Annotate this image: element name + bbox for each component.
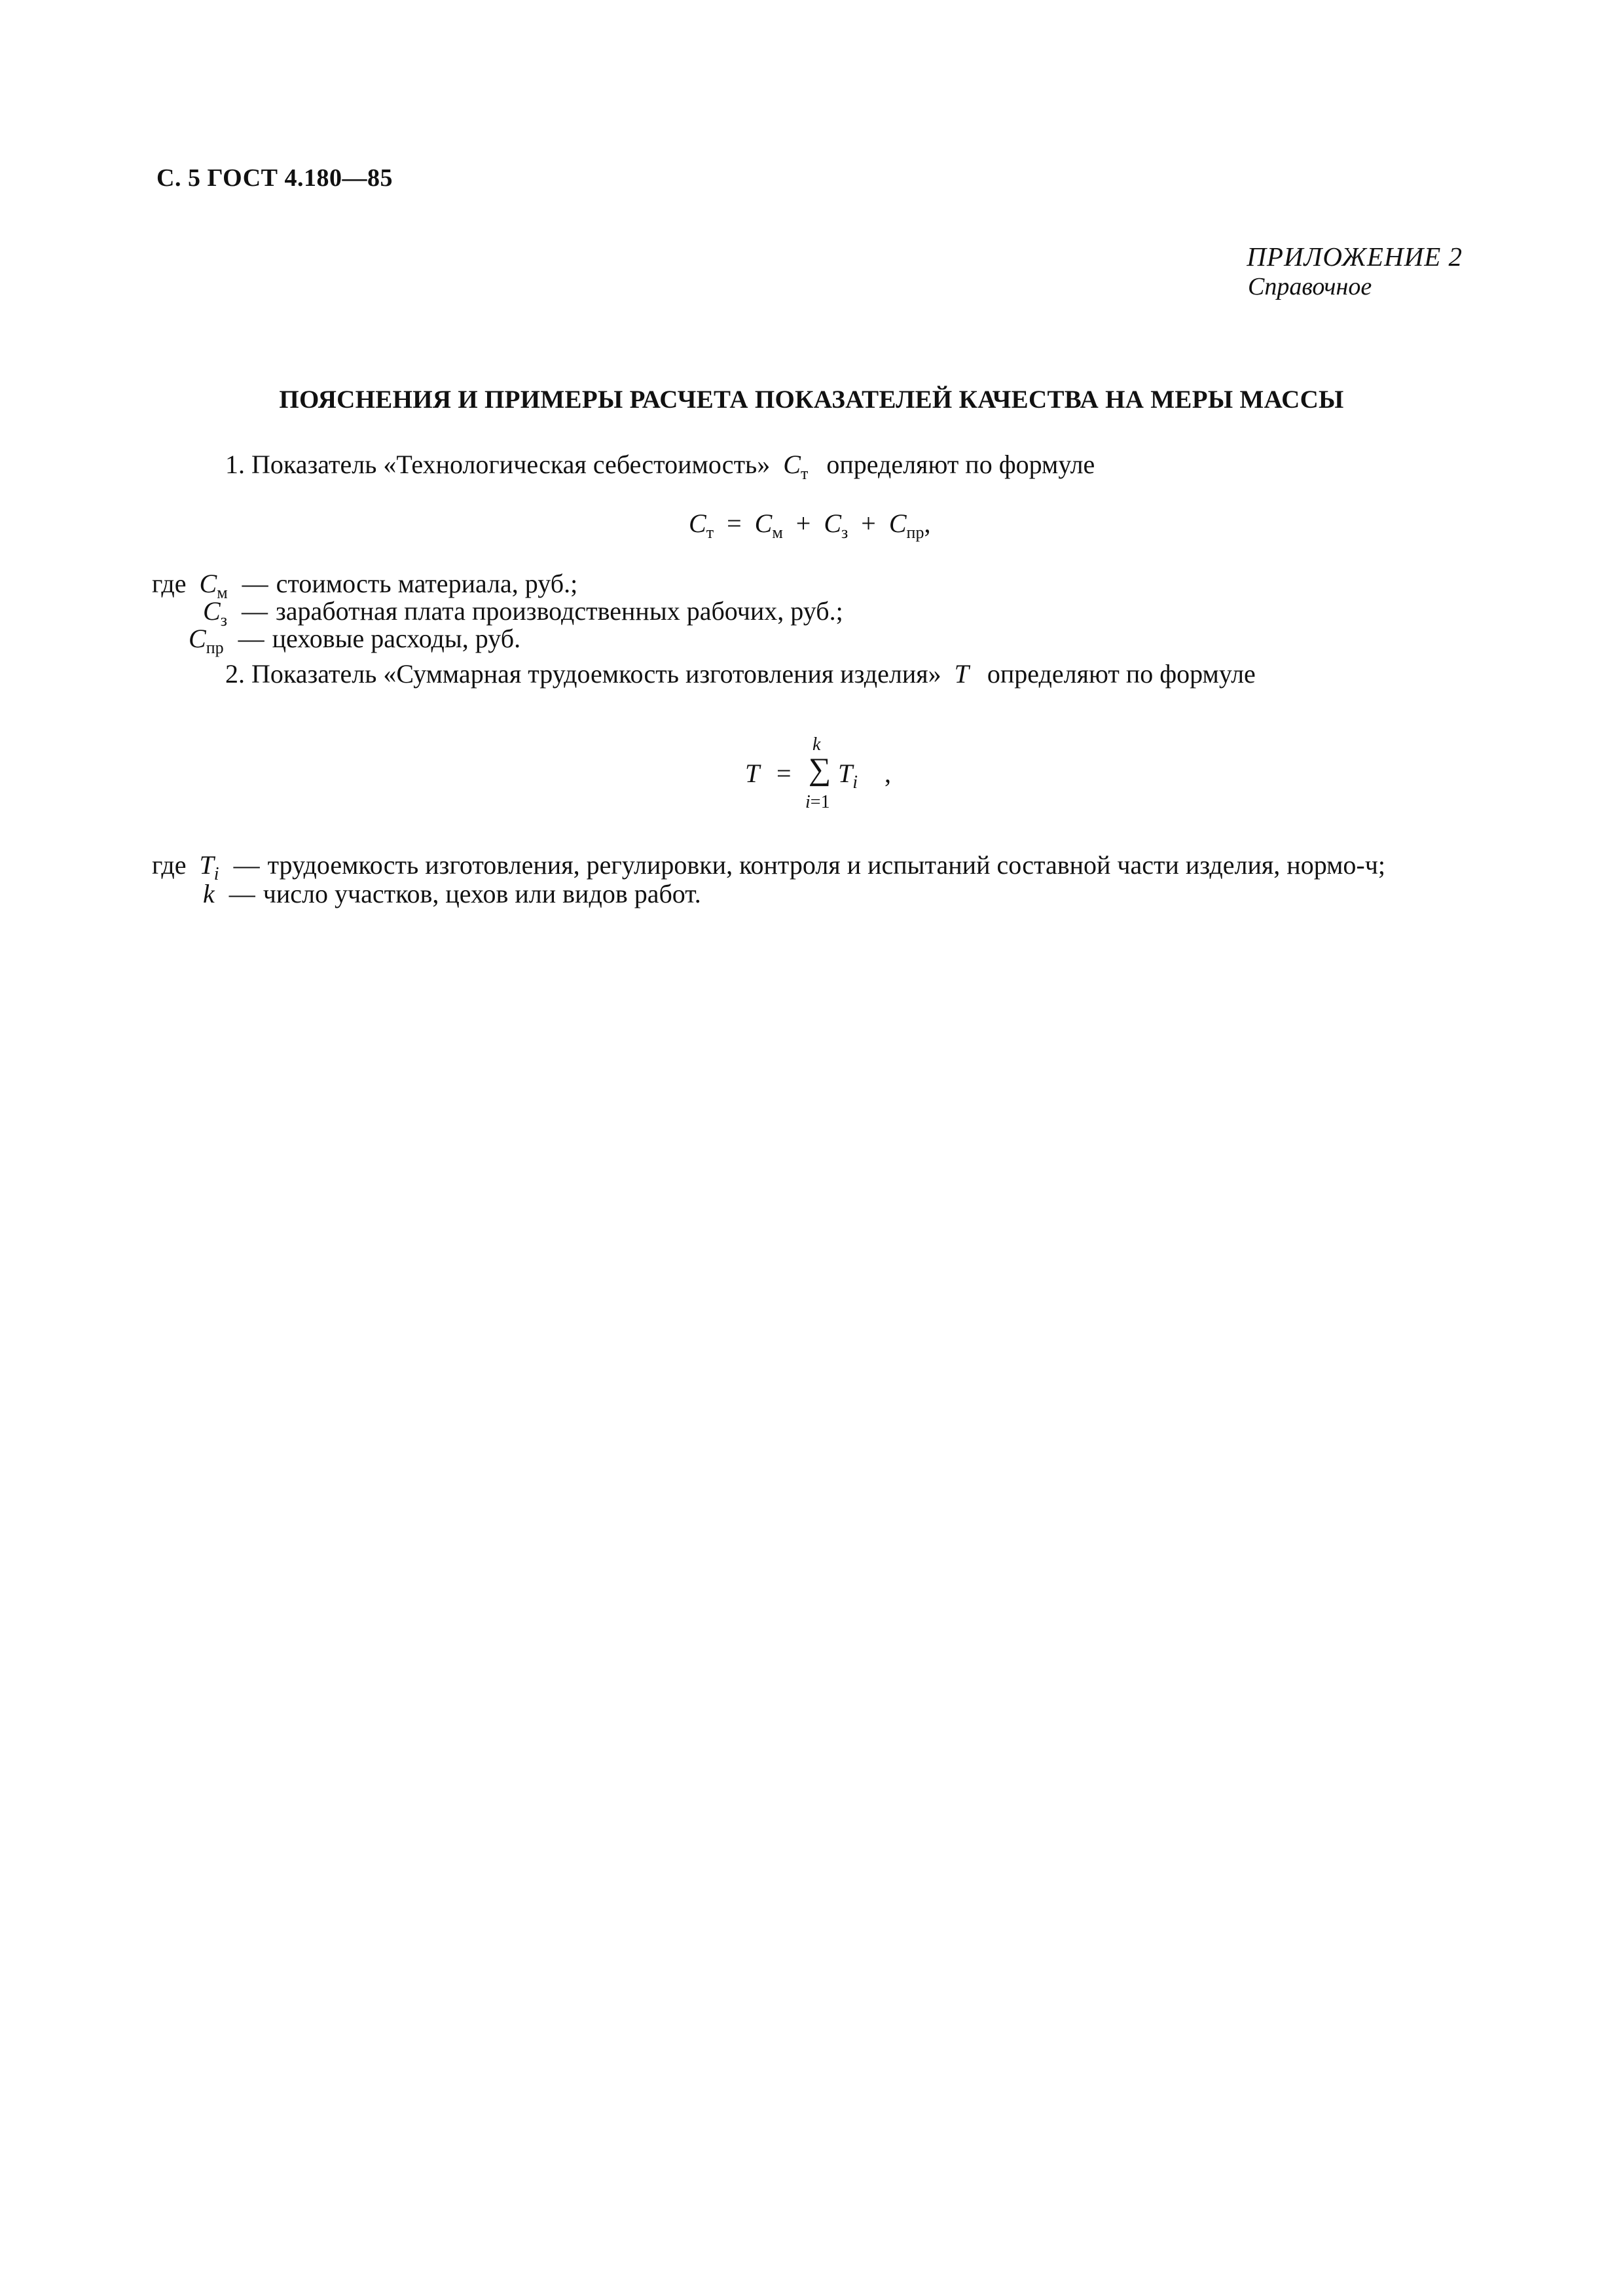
definition-symbol: k — [203, 879, 215, 908]
definition-text: число участков, цехов или видов работ. — [263, 879, 701, 908]
formula-cost-term-1-letter: С — [754, 509, 773, 538]
sum-upper-limit: k — [812, 734, 821, 755]
sigma-symbol: ∑ — [809, 752, 831, 787]
formula-cost-lhs-letter: С — [689, 509, 706, 538]
formula-labor-term-letter: T — [838, 759, 853, 788]
formula-cost-term-3 — [888, 509, 924, 542]
definition-dash: — — [233, 850, 260, 880]
definition-symbol: С — [189, 624, 206, 653]
formula-labor-term-sub: i — [852, 772, 858, 793]
definition-symbol-sub: пр — [206, 638, 224, 657]
where-label: где — [152, 569, 187, 598]
formula-cost — [689, 508, 931, 542]
item-1-symbol-letter: С — [783, 450, 801, 479]
formula-cost-term-2 — [824, 509, 848, 542]
formula-cost-plus-2: + — [861, 509, 876, 538]
formula-cost-end: , — [924, 509, 931, 538]
definition-row — [203, 878, 701, 909]
formula-labor-eq: = — [776, 759, 792, 788]
formula-cost-term-3-letter: С — [888, 509, 907, 538]
formula-labor — [745, 733, 902, 825]
definition-dash: — — [242, 569, 268, 598]
appendix-type: Справочное — [1248, 273, 1372, 300]
formula-cost-lhs-sub: т — [706, 523, 714, 542]
formula-cost-term-2-sub: з — [841, 523, 848, 542]
sum-index: i — [805, 792, 811, 812]
item-1-symbol-sub: т — [800, 464, 809, 483]
formula-cost-lhs — [689, 509, 714, 542]
definition-row — [189, 623, 521, 657]
definition-text: стоимость материала, руб.; — [276, 569, 578, 598]
definition-dash: — — [228, 879, 255, 908]
formula-cost-term-2-letter: С — [824, 509, 842, 538]
item-2-symbol: Т — [954, 659, 969, 689]
formula-cost-plus-1: + — [795, 509, 811, 538]
definition-text: трудоемкость изготовления, регулировки, контроля и испытаний составной части изделия, нормо-ч; — [267, 850, 1385, 880]
appendix-label: ПРИЛОЖЕНИЕ 2 — [1247, 242, 1463, 272]
definition-symbol: С — [203, 596, 221, 626]
definition-text: цеховые расходы, руб. — [272, 624, 521, 653]
formula-labor-term — [838, 758, 858, 793]
definition-row — [152, 850, 1385, 884]
formula-cost-term-3-sub: пр — [906, 523, 924, 542]
item-2-text: 2. Показатель «Суммарная трудоемкость изготовления изделия» — [225, 659, 941, 689]
item-1-paragraph — [225, 449, 1095, 483]
item-1-text-after: определяют по формуле — [826, 450, 1095, 479]
formula-cost-term-1 — [754, 509, 783, 542]
definition-symbol-sub: м — [217, 583, 228, 602]
definition-text: заработная плата производственных рабочих, руб.; — [275, 596, 843, 626]
page-header: С. 5 ГОСТ 4.180—85 — [156, 164, 393, 192]
item-2-paragraph — [225, 658, 1256, 689]
formula-labor-end: , — [884, 759, 891, 788]
definition-symbol-sub: i — [213, 864, 219, 884]
formula-labor-lhs: T — [745, 759, 760, 788]
item-1-symbol — [776, 450, 809, 483]
definition-dash: — — [238, 624, 264, 653]
item-1-text: 1. Показатель «Технологическая себестоимость» — [225, 450, 771, 479]
definition-row — [152, 568, 578, 602]
definition-symbol-sub: з — [220, 611, 227, 630]
definition-symbol: С — [199, 569, 217, 598]
definition-dash: — — [241, 596, 268, 626]
sum-lower-limit — [805, 792, 830, 813]
sum-lower-value: =1 — [810, 792, 830, 812]
item-2-text-after: определяют по формуле — [987, 659, 1256, 689]
definition-row — [203, 596, 843, 630]
formula-cost-term-1-sub: м — [772, 523, 783, 542]
where-label: где — [152, 850, 187, 880]
definition-symbol: T — [199, 850, 214, 880]
document-title: ПОЯСНЕНИЯ И ПРИМЕРЫ РАСЧЕТА ПОКАЗАТЕЛЕЙ КАЧЕСТВА НА МЕРЫ МАССЫ — [279, 386, 1344, 414]
formula-cost-eq: = — [727, 509, 742, 538]
